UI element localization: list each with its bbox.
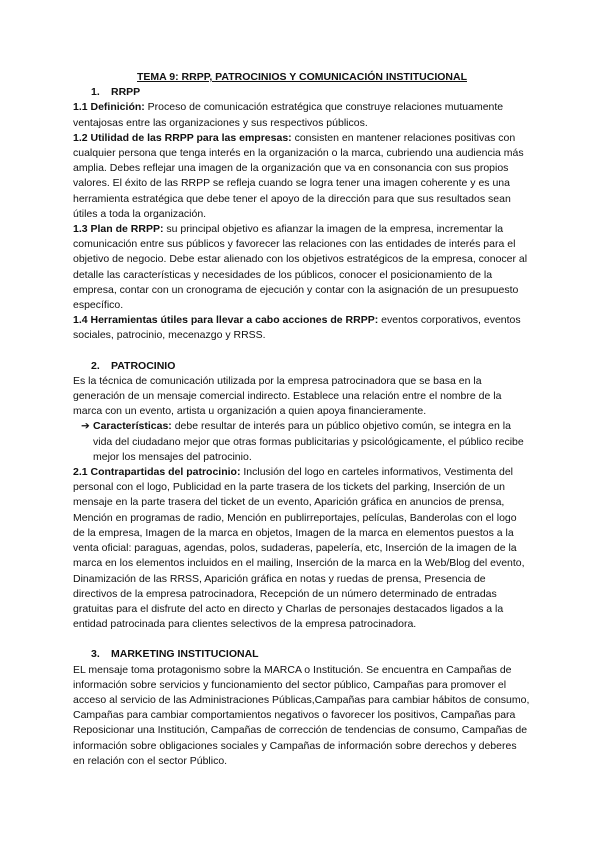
paragraph-2-1-label: 2.1 Contrapartidas del patrocinio: [73,466,241,479]
bullet-caracteristicas [73,419,531,465]
bullet-caracteristicas-label: Características: [93,420,172,433]
paragraph-2-1-text: Inclusión del logo en carteles informativos, Vestimenta del personal con el logo, Publicidad en la parte trasera de los tickets del parking, Inserción de un mensaje en la parte trasera del ticket de un evento, Aparición gráfica en anuncios de prensa, Mención en programas de radio, Mención en publirreportajes, películas, Banderolas con el logo de la empresa, Imagen de la marca en objetos, Imagen de la marca en elementos puestos a la venta oficial: paraguas, agendas, polos, sudaderas, papelería, etc, Inserción de la imagen de la marca en los elementos incluidos en el mailing, Inserción de la marca en la Web/Blog del evento, Dinamización de las RRSS, Aparición gráfica en notas y ruedas de prensa, Presencia de directivos de la empresa patrocinadora, Recepción de un número determinado de entradas gratuitas para el disfrute del acto en directo y Charlas de personajes destacados ligados a la entidad patrocinada para clientes selectivos de la empresa patrocinadora. [73,466,525,631]
paragraph-3: EL mensaje toma protagonismo sobre la MARCA o Institución. Se encuentra en Campañas de información sobre servicios y funcionamiento del sector público, Campañas para promover el acceso al servicio de las Administraciones Públicas,Campañas para cambiar hábitos de consumo, Campañas para cambiar comportamientos negativos o favorecer los positivos, Campañas para Reposicionar una Institución, Campañas de corrección de tendencias de consumo, Campañas de información sobre obligaciones sociales y Campañas de información sobre derechos y deberes en relación con el sector Público. [73,663,530,767]
section-3-heading [73,647,531,662]
paragraph-1-1-text: Proceso de comunicación estratégica que construye relaciones mutuamente ventajosas entre las organizaciones y sus respectivos públicos. [73,101,504,129]
paragraph-1-3-label: 1.3 Plan de RRPP: [73,223,164,236]
section-2-title: PATROCINIO [111,359,176,372]
bullet-caracteristicas-text: debe resultar de interés para un público objetivo común, se integra en la vida del ciudadano mejor que otras formas publicitarias y psicológicamente, el público recibe mejor los mensajes del patrocinio. [93,420,524,463]
paragraph-1-4-text: eventos corporativos, eventos sociales, patrocinio, mecenazgo y RRSS. [73,314,521,342]
paragraph-1-3 [73,222,531,313]
paragraph-1-2 [73,131,531,222]
paragraph-2-intro: Es la técnica de comunicación utilizada por la empresa patrocinadora que se basa en la generación de un mensaje comercial indirecto. Establece una relación entre el nombre de la marca con un evento, artista u organización a quien apoya financieramente. [73,374,502,418]
section-1-number: 1. [91,86,100,99]
spacer [73,344,531,359]
section-3-number: 3. [91,648,100,661]
page-title: TEMA 9: RRPP, PATROCINIOS Y COMUNICACIÓN INSTITUCIONAL [137,71,467,83]
section-1-heading [73,85,531,100]
paragraph-1-4-label: 1.4 Herramientas útiles para llevar a cabo acciones de RRPP: [73,314,379,327]
document-page [73,70,531,769]
paragraph-1-1-label: 1.1 Definición: [73,101,145,114]
paragraph-2-1 [73,465,531,632]
paragraph-1-1 [73,100,531,130]
arrow-right-icon: ➔ [81,420,90,433]
spacer [73,632,531,647]
section-1-title: RRPP [111,86,141,99]
paragraph-1-3-text: su principal objetivo es afianzar la imagen de la empresa, incrementar la comunicación entre sus públicos y favorecer las relaciones con las entidades de interés para el objetivo de negocio. Debe estar alienado con los objetivos estratégicos de la empresa, conocer al detalle las características y necesidades de los públicos, conocer el posicionamiento de la empresa, contar con un cronograma de ejecución y contar con la asignación de un presupuesto específico. [73,223,528,312]
paragraph-1-2-text: consisten en mantener relaciones positivas con cualquier persona que tenga interés en la organización o la marca, cubriendo una audiencia más amplia. Debes reflejar una imagen de la organización que va en consonancia con sus propios valores. El éxito de las RRPP se refleja cuando se logra tener una imagen coherente y es una herramienta estratégica que debe tener el apoyo de la dirección para que sus resultados sean útiles a toda la organización. [73,131,524,220]
paragraph-1-4 [73,313,531,343]
section-2-number: 2. [91,359,100,372]
section-3-title: MARKETING INSTITUCIONAL [111,648,259,661]
section-2-heading [73,359,531,374]
paragraph-1-2-label: 1.2 Utilidad de las RRPP para las empresas: [73,131,292,144]
